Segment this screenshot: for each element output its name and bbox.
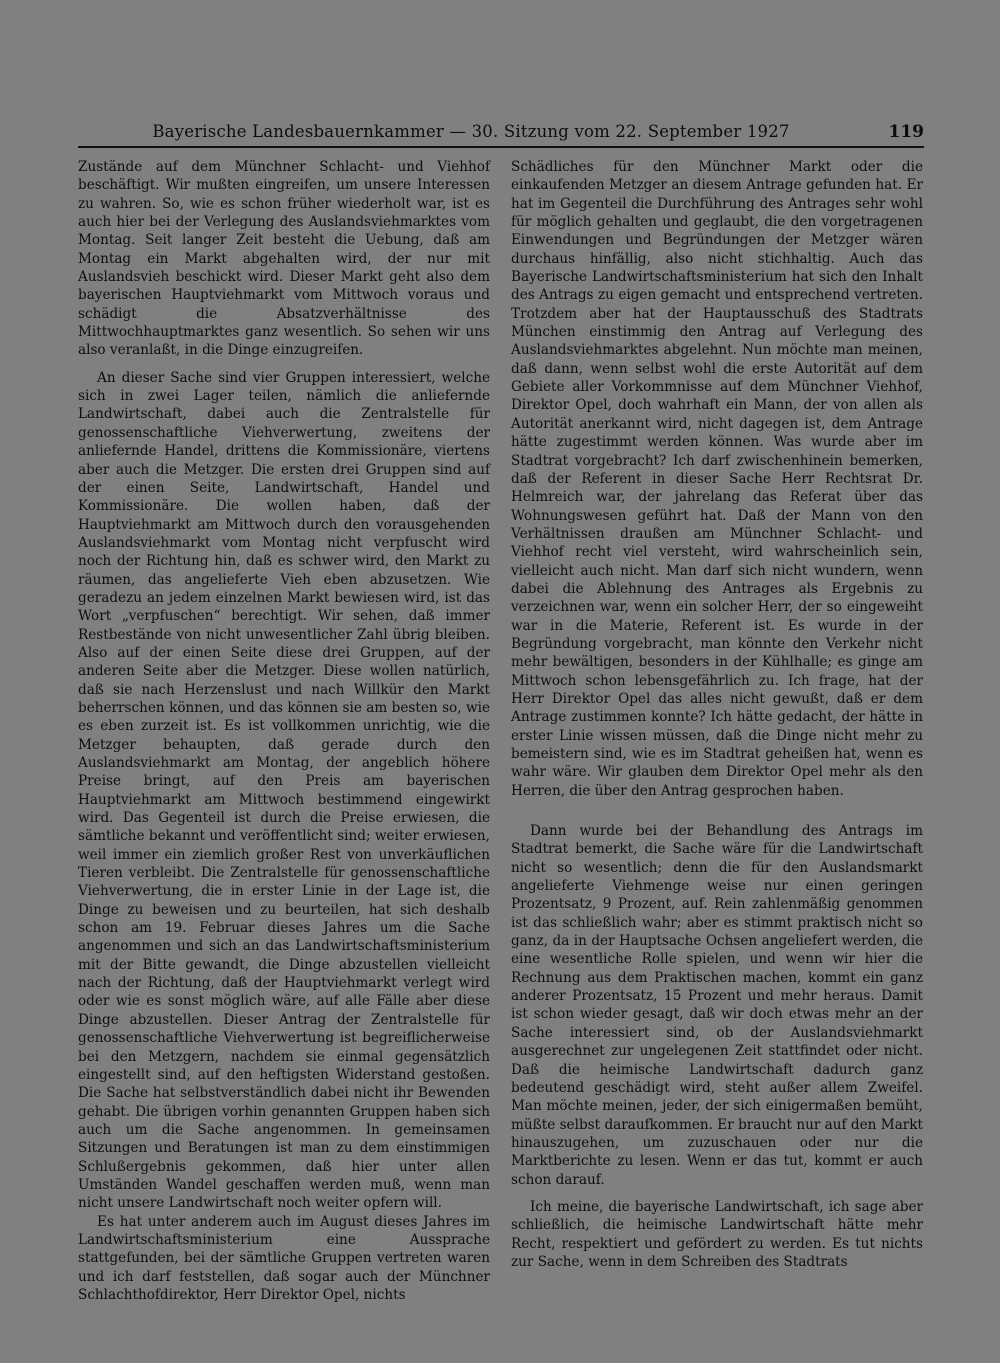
page-header: [78, 118, 924, 148]
paragraph: An dieser Sache sind vier Gruppen interessiert, welche sich in zwei Lager teilen, nämlich die anliefernde Landwirtschaft, dabei auch die Zentralstelle für genossenschaftliche Viehverwertung, zweitens der anliefernde Handel, drittens die Kommissionäre, viertens aber auch die Metzger. Die ersten drei Gruppen sind auf der einen Seite, Landwirtschaft, Handel und Kommissionäre. Die wollen haben, daß der Hauptviehmarkt am Mittwoch durch den vorausgehenden Auslandsviehmarkt vom Montag nicht verpfuscht wird noch der Richtung hin, daß es schwer wird, den Markt zu räumen, das angelieferte Vieh eben abzusetzen. Wie geradezu an jedem einzelnen Markt bewiesen wird, ist das Wort „verpfuschen“ berechtigt. Wir sehen, daß immer Restbestände von nicht unwesentlicher Zahl übrig bleiben. Also auf der einen Seite diese drei Gruppen, auf der anderen Seite aber die Metzger. Diese wollen natürlich, daß sie nach Herzenslust und nach Willkür den Markt beherrschen können, und das können sie am besten so, wie es eben zurzeit ist. Es ist vollkommen unrichtig, wie die Metzger behaupten, daß gerade durch den Auslandsviehmarkt am Montag, der angeblich höhere Preise bringt, auf den Preis am bayerischen Hauptviehmarkt am Mittwoch bestimmend eingewirkt wird. Das Gegenteil ist durch die Preise erwiesen, die sämtliche bekannt und veröffentlicht sind; weiter erwiesen, weil immer ein ziemlich großer Rest von unverkäuflichen Tieren verbleibt. Die Zentralstelle für genossenschaftliche Viehverwertung, die in erster Linie in der Lage ist, die Dinge zu beweisen und zu beurteilen, hat sich deshalb schon am 19. Februar dieses Jahres um die Sache angenommen und sich an das Landwirtschaftsministerium mit der Bitte gewandt, die Dinge abzustellen vielleicht nach der Richtung, daß der Hauptviehmarkt verlegt wird oder wie es sonst möglich wäre, auf alle Fälle aber diese Dinge abzustellen. Dieser Antrag der Zentralstelle für genossenschaftliche Viehverwertung ist begreiflicherweise bei den Metzgern, nachdem sie einmal gegensätzlich eingestellt sind, auf den heftigsten Widerstand gestoßen. Die Sache hat selbstverständlich dabei nicht ihr Bewenden gehabt. Die übrigen vorhin genannten Gruppen haben sich auch um die Sache angenommen. In gemeinsamen Sitzungen und Beratungen ist man zu dem einstimmigen Schlußergebnis gekommen, daß hier unter allen Umständen Wandel geschaffen werden muß, wenn man nicht unsere Landwirtschaft noch weiter opfern will.: [78, 369, 490, 1212]
paragraph: Ich meine, die bayerische Landwirtschaft, ich sage aber schließlich, die heimische Landwirtschaft hätte mehr Recht, respektiert und gefördert zu werden. Es tut nichts zur Sache, wenn in dem Schreiben des Stadtrats: [511, 1198, 923, 1270]
paragraph: Zustände auf dem Münchner Schlacht- und Viehhof beschäftigt. Wir mußten eingreifen, um unsere Interessen zu wahren. So, wie es schon früher wiederholt war, ist es auch hier bei der Verlegung des Auslandsviehmarktes vom Montag. Seit langer Zeit besteht die Uebung, daß am Montag ein Markt abgehalten wird, der nur mit Auslandsvieh beschickt wird. Dieser Markt geht also dem bayerischen Hauptviehmarkt vom Mittwoch voraus und schädigt die Absatzverhältnisse des Mittwochhauptmarktes ganz wesentlich. So sehen wir uns also veranlaßt, in die Dinge einzugreifen.: [78, 159, 490, 359]
paragraph: Es hat unter anderem auch im August dieses Jahres im Landwirtschaftsministerium eine Aussprache stattgefunden, bei der sämtliche Gruppen vertreten waren und ich darf feststellen, daß sogar auch der Münchner Schlachthofdirektor, Herr Direktor Opel, nichts: [78, 1213, 490, 1303]
header-rule: [78, 146, 924, 148]
right-column: [511, 158, 923, 1271]
running-title: Bayerische Landesbauernkammer — 30. Sitzung vom 22. September 1927: [152, 122, 790, 141]
paragraph: Dann wurde bei der Behandlung des Antrags im Stadtrat bemerkt, die Sache wäre für die Landwirtschaft nicht so wesentlich; denn die für den Auslandsmarkt angelieferte Viehmenge weise nur einen geringen Prozentsatz, 9 Prozent, auf. Rein zahlenmäßig genommen ist das schließlich wahr; aber es stimmt praktisch nicht so ganz, da in der Hauptsache Ochsen angeliefert werden, die eine wesentliche Rolle spielen, und wenn wir hier die Rechnung aus dem Praktischen machen, kommt ein ganz anderer Prozentsatz, 15 Prozent und mehr heraus. Damit ist schon wieder gesagt, daß wir doch etwas mehr an der Sache interessiert sind, ob der Auslandsviehmarkt ausgerechnet zur ungelegenen Zeit stattfindet oder nicht. Daß die heimische Landwirtschaft dadurch ganz bedeutend geschädigt wird, steht außer allem Zweifel. Man möchte meinen, jeder, der sich einigermaßen bemüht, müßte selbst daraufkommen. Er braucht nur auf den Markt hinauszugehen, um zuzuschauen oder nur die Marktberichte zu lesen. Wenn er das tut, kommt er auch schon darauf.: [511, 823, 923, 1188]
paragraph: Schädliches für den Münchner Markt oder die einkaufenden Metzger an diesem Antrage gefunden hat. Er hat im Gegenteil die Durchführung des Antrages sehr wohl für möglich gehalten und geglaubt, die den vorgetragenen Einwendungen und Begründungen der Metzger wären durchaus hinfällig, also nicht stichhaltig. Auch das Bayerische Landwirtschaftsministerium hat sich den Inhalt des Antrags zu eigen gemacht und entsprechend vertreten. Trotzdem aber hat der Hauptausschuß des Stadtrats München einstimmig den Antrag auf Verlegung des Auslandsviehmarktes abgelehnt. Nun möchte man meinen, daß dann, wenn selbst wohl die erste Autorität auf dem Gebiete aller Vorkommnisse auf dem Münchner Viehhof, Direktor Opel, doch wahrhaft ein Mann, der von allen als Autorität anerkannt wird, nicht dagegen ist, dem Antrage hätte zugestimmt werden können. Was wurde aber im Stadtrat vorgebracht? Ich darf zwischenhinein bemerken, daß der Referent in dieser Sache Herr Rechtsrat Dr. Helmreich war, der jahrelang das Referat über das Wohnungswesen geführt hat. Daß der Mann von den Verhältnissen draußen am Münchner Schlacht- und Viehhof recht viel versteht, wird wahrscheinlich sein, vielleicht auch nicht. Man darf sich nicht wundern, wenn dabei die Ablehnung des Antrages als Ergebnis zu verzeichnen war, wenn ein solcher Herr, der so eingeweiht war in die Materie, Referent ist. Es wurde in der Begründung vorgebracht, man könnte den Verkehr nicht mehr bewältigen, besonders in der Kühlhalle; es ginge am Mittwoch schon lebensgefährlich zu. Ich frage, hat der Herr Direktor Opel das alles nicht gewußt, daß er dem Antrage zustimmen konnte? Ich hätte gedacht, der hätte in erster Linie wissen müssen, daß die Dinge nicht mehr zu bemeistern sind, wie es im Stadtrat geheißen hat, wenn es wahr wäre. Wir glauben dem Direktor Opel mehr als den Herren, die über den Antrag gesprochen haben.: [511, 159, 923, 799]
page-number: 119: [888, 122, 924, 142]
left-column: [78, 158, 490, 1304]
